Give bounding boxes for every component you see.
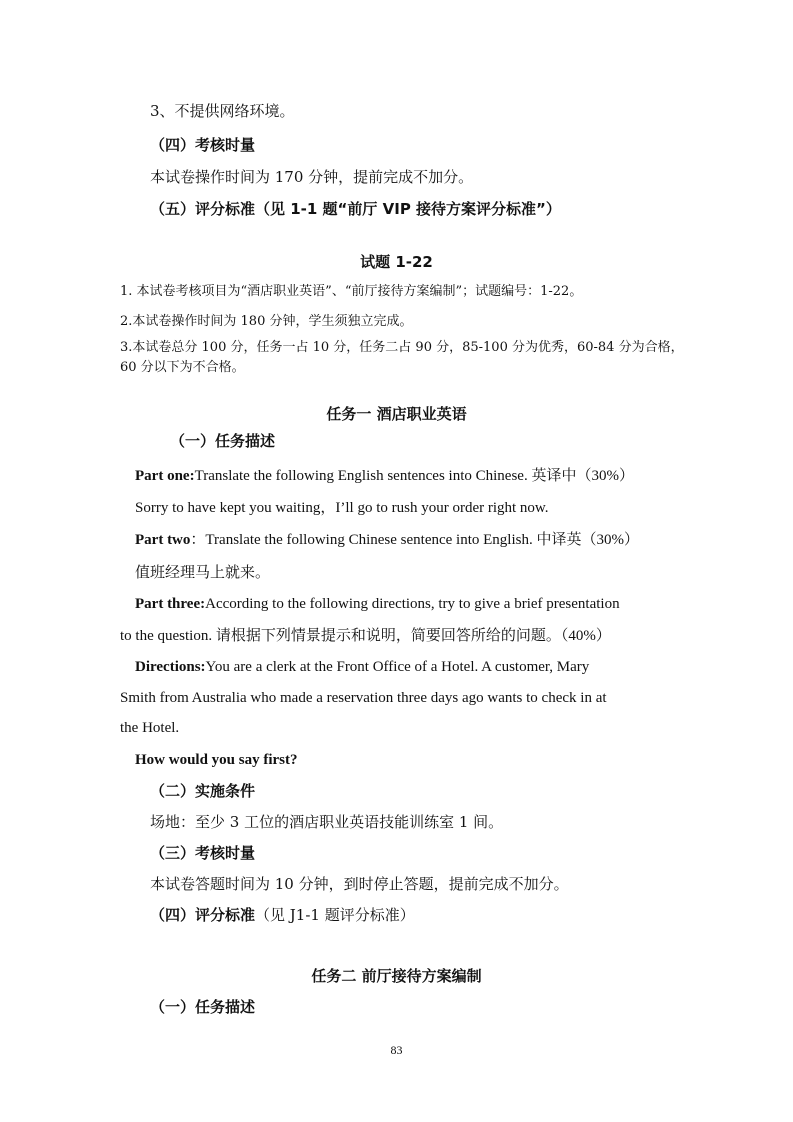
task2-heading-description: （一）任务描述 xyxy=(150,998,256,1016)
task1-heading-description: （一）任务描述 xyxy=(170,432,276,450)
question: How would you say first? xyxy=(135,752,298,768)
directions-label: Directions: xyxy=(135,659,206,675)
conditions-text: 场地：至少 3 工位的酒店职业英语技能训练室 1 间。 xyxy=(150,813,504,831)
page-number: 83 xyxy=(390,1043,403,1057)
task1-scoring xyxy=(150,906,415,924)
exam-note-3: 3.本试卷总分 100 分，任务一占 10 分，任务二占 90 分，85-100 分为优秀，60-84 分为合格， xyxy=(120,340,684,355)
part-three-instruction: According to the following directions, try to give a brief presentation xyxy=(205,596,620,612)
directions-text-cont: Smith from Australia who made a reservation three days ago wants to check in at xyxy=(120,690,607,706)
exam-note-2: 2.本试卷操作时间为 180 分钟，学生须独立完成。 xyxy=(120,314,413,329)
part-three-label: Part three: xyxy=(135,596,206,612)
task1-heading-conditions: （二）实施条件 xyxy=(150,782,256,800)
directions-text: You are a clerk at the Front Office of a Hotel. A customer, Mary xyxy=(205,659,590,675)
part-three xyxy=(135,595,620,613)
exam-note-1: 1. 本试卷考核项目为“酒店职业英语”、“前厅接待方案编制”；试题编号：1-22。 xyxy=(120,284,583,299)
heading-exam-duration: （四）考核时量 xyxy=(150,136,256,154)
part-one-label: Part one: xyxy=(135,468,195,484)
task2-title: 任务二 前厅接待方案编制 xyxy=(311,967,482,985)
heading-scoring-standard: （五）评分标准（见 1-1 题“前厅 VIP 接待方案评分标准”） xyxy=(150,200,561,218)
part-two-sentence: 值班经理马上就来。 xyxy=(135,563,271,581)
part-two xyxy=(135,531,639,549)
part-three-instruction-cont: to the question. 请根据下列情景提示和说明，简要回答所给的问题。（40%） xyxy=(120,628,611,644)
part-two-label: Part two xyxy=(135,532,191,548)
part-one-sentence: Sorry to have kept you waiting，I’ll go to rush your order right now. xyxy=(135,500,549,516)
task1-heading-duration: （三）考核时量 xyxy=(150,844,256,862)
exam-title: 试题 1-22 xyxy=(360,253,433,271)
task1-heading-scoring: （四）评分标准 xyxy=(150,906,256,924)
directions-text-cont2: the Hotel. xyxy=(120,720,180,736)
part-one-instruction: Translate the following English sentences into Chinese. 英译中（30%） xyxy=(194,468,634,484)
task1-title: 任务一 酒店职业英语 xyxy=(326,405,467,423)
item-no-network: 3、不提供网络环境。 xyxy=(150,102,295,120)
part-one xyxy=(135,467,634,485)
directions xyxy=(135,658,589,676)
part-two-instruction: ：Translate the following Chinese sentence into English. 中译英（30%） xyxy=(190,532,639,548)
exam-note-3-cont: 60 分以下为不合格。 xyxy=(120,360,245,375)
task1-duration-text: 本试卷答题时间为 10 分钟，到时停止答题，提前完成不加分。 xyxy=(150,875,569,893)
exam-duration-text: 本试卷操作时间为 170 分钟，提前完成不加分。 xyxy=(150,168,474,186)
task1-scoring-note: （见 J1-1 题评分标准） xyxy=(255,906,415,924)
